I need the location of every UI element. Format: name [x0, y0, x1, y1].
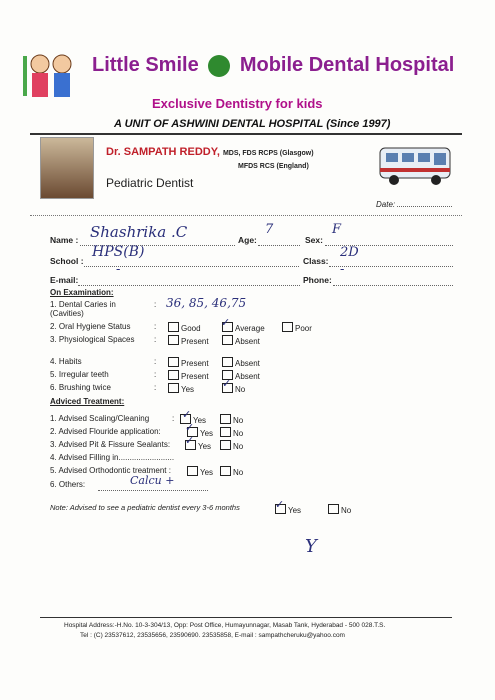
- advised-heading: Adviced Treatment:: [50, 397, 125, 406]
- email-value: -: [116, 262, 121, 277]
- checkbox[interactable]: [168, 322, 179, 332]
- q2-average[interactable]: Average: [222, 322, 265, 333]
- checkbox[interactable]: [168, 357, 179, 367]
- kids-logo-icon: [20, 50, 82, 110]
- q2-label: 2. Oral Hygiene Status: [50, 322, 131, 331]
- checkbox[interactable]: [222, 357, 233, 367]
- checkbox[interactable]: [220, 440, 231, 450]
- a1-yes[interactable]: Yes: [180, 414, 206, 425]
- q2-poor[interactable]: Poor: [282, 322, 312, 333]
- q5-present[interactable]: Present: [168, 370, 209, 381]
- age-value: 7: [265, 222, 274, 237]
- check-mark-icon: ✓: [222, 378, 232, 390]
- date-row: [376, 200, 452, 209]
- q5-label: 5. Irregular teeth: [50, 370, 109, 379]
- doctor-photo: [40, 137, 94, 199]
- a6-value: Calcu +: [130, 474, 175, 487]
- checkbox[interactable]: [220, 414, 231, 424]
- a3-label: 3. Advised Pit & Fissure Sealants:: [50, 440, 171, 449]
- a1-no[interactable]: No: [220, 414, 243, 425]
- check-mark-icon: ✓: [182, 409, 192, 421]
- exam-heading: On Examination:: [50, 288, 114, 297]
- class-label: Class:: [303, 256, 329, 266]
- checkbox[interactable]: [187, 466, 198, 476]
- q6-colon: :: [154, 383, 157, 392]
- q2-colon: :: [154, 322, 157, 331]
- q3-present[interactable]: Present: [168, 335, 209, 346]
- a6-label: 6. Others:: [50, 480, 86, 489]
- doctor-quals: MDS, FDS RCPS (Glasgow): [222, 150, 314, 157]
- a1-label: 1. Advised Scaling/Cleaning: [50, 414, 150, 423]
- check-mark-icon: ✓: [275, 499, 285, 511]
- q1-label: 1. Dental Caries in (Cavities): [50, 300, 116, 318]
- checkbox[interactable]: [220, 466, 231, 476]
- a3-no[interactable]: No: [220, 440, 243, 451]
- q2-good[interactable]: Good: [168, 322, 201, 333]
- note-text: Note: Advised to see a pediatric dentist every 3-6 months: [50, 503, 240, 512]
- a5-no[interactable]: No: [220, 466, 243, 477]
- a1-colon: :: [172, 414, 175, 423]
- a5-label: 5. Advised Orthodontic treatment :: [50, 466, 171, 475]
- q6-yes[interactable]: Yes: [168, 383, 194, 394]
- checkbox[interactable]: [168, 335, 179, 345]
- title-left: Little Smile: [92, 54, 199, 76]
- name-label: Name :: [50, 235, 79, 245]
- a4-label: 4. Advised Filling in.........................: [50, 453, 175, 462]
- a2-no[interactable]: No: [220, 427, 243, 438]
- section-divider: [30, 215, 462, 216]
- a2-yes[interactable]: Yes: [187, 427, 213, 438]
- school-label: School :: [50, 256, 84, 266]
- q6-label: 6. Brushing twice: [50, 383, 111, 392]
- a5-yes[interactable]: Yes: [187, 466, 213, 477]
- a3-yes[interactable]: Yes: [185, 440, 211, 451]
- a2-label: 2. Advised Flouride application:: [50, 427, 161, 436]
- q3-colon: :: [154, 335, 157, 344]
- school-value: HPS(B): [92, 244, 145, 260]
- doctor-name: Dr. SAMPATH REDDY, MDS, FDS RCPS (Glasgow): [106, 146, 314, 158]
- unit-line: A UNIT OF ASHWINI DENTAL HOSPITAL (Since 1997): [114, 118, 391, 130]
- date-field[interactable]: [397, 206, 452, 207]
- q1-colon: :: [154, 300, 157, 309]
- check-mark-icon: ✓: [185, 422, 195, 434]
- email-field[interactable]: [78, 275, 300, 286]
- phone-label: Phone:: [303, 275, 332, 285]
- phone-value: -: [340, 262, 345, 277]
- checkbox[interactable]: [222, 335, 233, 345]
- checkbox[interactable]: [168, 370, 179, 380]
- footer-address: Hospital Address:-H.No. 10-3-304/13, Opp: Post Office, Humayunnagar, Masab Tank, Hyderabad - 500 028.T.S.: [64, 622, 386, 629]
- footer-contact: Tel : (C) 23537612, 23535656, 23590690. 23535858, E-mail : sampathcheruku@yahoo.com: [80, 632, 345, 639]
- phone-field[interactable]: [333, 275, 453, 286]
- hospital-title: [92, 54, 454, 77]
- title-right: Mobile Dental Hospital: [239, 54, 455, 76]
- signature: Y: [305, 536, 317, 557]
- child-friendly-seal-icon: [208, 55, 230, 77]
- doctor-quals-2: MFDS RCS (England): [238, 163, 309, 170]
- header-divider: [30, 133, 462, 135]
- q5-absent[interactable]: Absent: [222, 370, 260, 381]
- checkbox[interactable]: [168, 383, 179, 393]
- q4-absent[interactable]: Absent: [222, 357, 260, 368]
- footer-divider: [40, 617, 452, 618]
- class-value: 2D: [340, 245, 359, 260]
- sex-label: Sex:: [305, 235, 323, 245]
- note-yes[interactable]: Yes: [275, 504, 301, 515]
- check-mark-icon: ✓: [185, 435, 195, 447]
- note-no[interactable]: No: [328, 504, 351, 515]
- age-label: Age:: [238, 235, 257, 245]
- checkbox[interactable]: [282, 322, 293, 332]
- q4-present[interactable]: Present: [168, 357, 209, 368]
- checkbox[interactable]: [220, 427, 231, 437]
- check-mark-icon: ✓: [221, 317, 231, 329]
- date-label: Date:: [376, 200, 396, 209]
- q1-value: 36, 85, 46,75: [166, 296, 247, 310]
- q4-label: 4. Habits: [50, 357, 82, 366]
- q3-label: 3. Physiological Spaces: [50, 335, 135, 344]
- doctor-role: Pediatric Dentist: [106, 176, 194, 190]
- email-label: E-mail:: [50, 275, 79, 285]
- checkbox[interactable]: [328, 504, 339, 514]
- q4-colon: :: [154, 357, 157, 366]
- name-value: Shashrika .C: [90, 223, 188, 241]
- bus-icon: [376, 140, 456, 188]
- sex-value: F: [332, 222, 342, 237]
- q6-no[interactable]: No: [222, 383, 245, 394]
- q3-absent[interactable]: Absent: [222, 335, 260, 346]
- tagline: Exclusive Dentistry for kids: [152, 96, 323, 111]
- q5-colon: :: [154, 370, 157, 379]
